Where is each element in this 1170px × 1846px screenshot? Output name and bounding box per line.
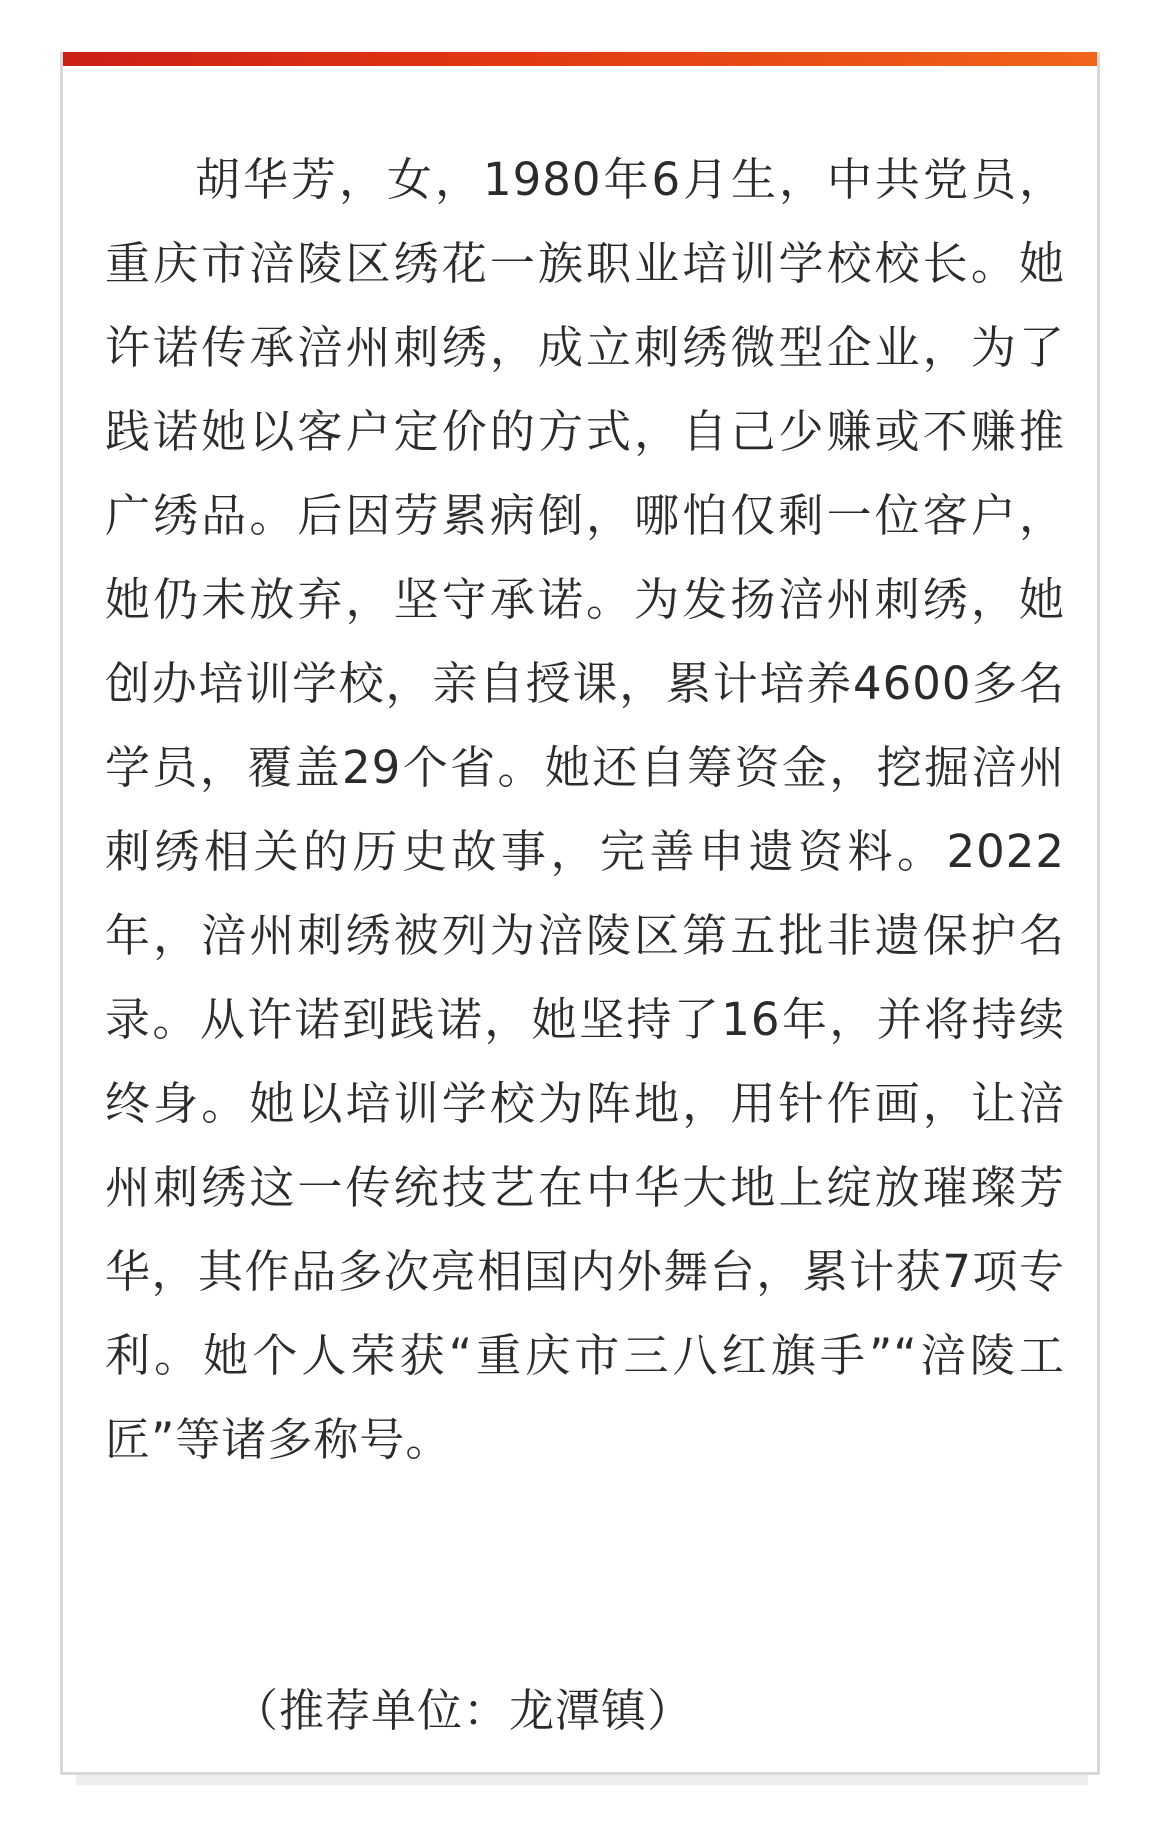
article-card [60,52,1100,1775]
card-bottom-shadow [76,1775,1088,1785]
recommending-unit: （推荐单位：龙潭镇） [233,1684,694,1737]
article-body: 胡华芳，女，1980年6月生，中共党员，重庆市涪陵区绣花一族职业培训学校校长。她许诺传承涪州刺绣，成立刺绣微型企业，为了践诺她以客户定价的方式，自己少赚或不赚推广绣品。后因劳累病倒，哪怕仅剩一位客户，她仍未放弃，坚守承诺。为发扬涪州刺绣，她创办培训学校，亲自授课，累计培养4600多名学员，覆盖29个省。她还自筹资金，挖掘涪州刺绣相关的历史故事，完善申遗资料。2022年，涪州刺绣被列为涪陵区第五批非遗保护名录。从许诺到践诺，她坚持了16年，并将持续终身。她以培训学校为阵地，用针作画，让涪州刺绣这一传统技艺在中华大地上绽放璀璨芳华，其作品多次亮相国内外舞台，累计获7项专利。她个人荣获“重庆市三八红旗手”“涪陵工匠”等诸多称号。 [105,153,1065,1466]
accent-top-bar [63,52,1097,66]
